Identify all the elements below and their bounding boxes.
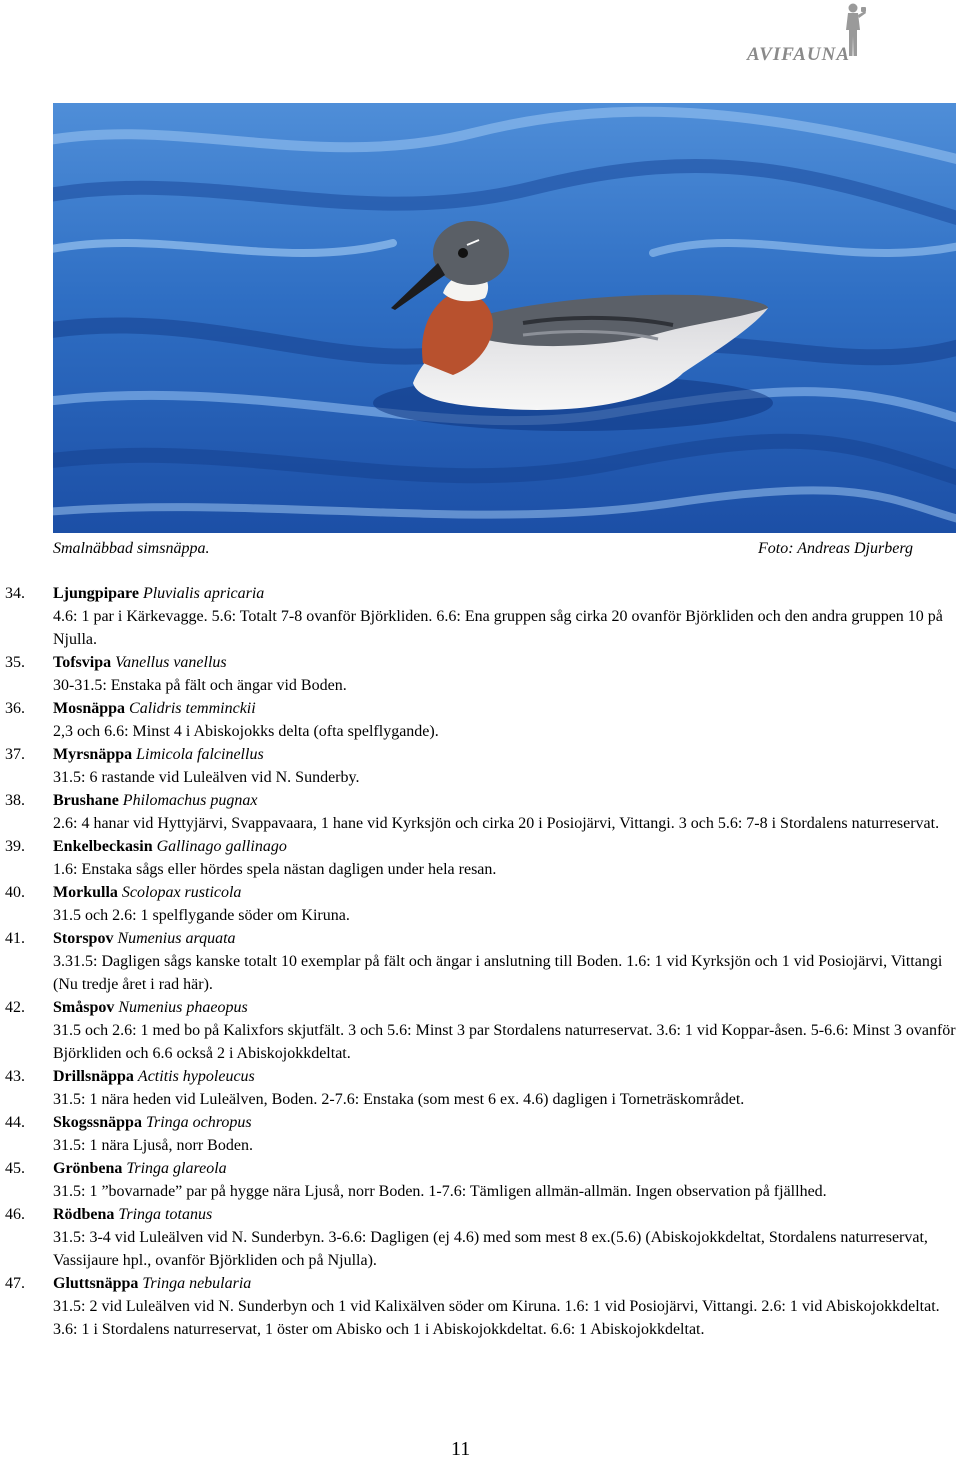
scientific-name: Tringa ochropus (145, 1114, 252, 1131)
entry-number: 44. (5, 1114, 25, 1131)
species-name: Skogssnäppa (53, 1114, 142, 1131)
entry-number: 34. (5, 585, 25, 602)
entry-body (53, 789, 958, 835)
entry-number: 38. (5, 792, 25, 809)
species-entry (0, 927, 960, 996)
species-name: Enkelbeckasin (53, 838, 153, 855)
entry-body (53, 697, 958, 743)
species-entry (0, 1157, 960, 1203)
entry-heading (53, 996, 958, 1019)
entry-number: 47. (5, 1275, 25, 1292)
entry-number: 46. (5, 1206, 25, 1223)
observation-text: 31.5: 1 ”bovarnade” par på hygge nära Ljuså, norr Boden. 1-7.6: Tämligen allmän-allmän. Ingen observation på fjällhed. (53, 1183, 827, 1200)
species-entry (0, 651, 960, 697)
entry-number: 39. (5, 838, 25, 855)
entry-body (53, 651, 958, 697)
species-entry (0, 996, 960, 1065)
species-name: Grönbena (53, 1160, 123, 1177)
scientific-name: Tringa glareola (126, 1160, 227, 1177)
scientific-name: Numenius phaeopus (118, 999, 248, 1016)
observation-text: 31.5 och 2.6: 1 med bo på Kalixfors skjutfält. 3 och 5.6: Minst 3 par Stordalens naturreservat. 3.6: 1 vid Koppar-åsen. 5-6.6: Minst 3 ovanför Björkliden och 6.6 också 2 i Abiskojokkdeltat. (53, 1022, 956, 1062)
entry-heading (53, 881, 958, 904)
species-name: Myrsnäppa (53, 746, 133, 763)
entry-heading (53, 582, 958, 605)
observation-text: 2,3 och 6.6: Minst 4 i Abiskojokks delta (ofta spelflygande). (53, 723, 439, 740)
scientific-name: Tringa nebularia (142, 1275, 252, 1292)
species-entry (0, 881, 960, 927)
entry-number: 41. (5, 930, 25, 947)
entry-body (53, 835, 958, 881)
entry-heading (53, 1111, 958, 1134)
species-entry (0, 1111, 960, 1157)
scientific-name: Gallinago gallinago (156, 838, 287, 855)
species-list (0, 582, 960, 1341)
entry-heading (53, 1065, 958, 1088)
species-name: Rödbena (53, 1206, 115, 1223)
species-entry (0, 1272, 960, 1341)
entry-heading (53, 651, 958, 674)
entry-heading (53, 743, 958, 766)
entry-heading (53, 927, 958, 950)
scientific-name: Scolopax rusticola (121, 884, 242, 901)
observation-text: 31.5: 6 rastande vid Luleälven vid N. Sunderby. (53, 769, 360, 786)
scientific-name: Philomachus pugnax (122, 792, 258, 809)
logo-wordmark: AVIFAUNA (746, 44, 850, 65)
species-name: Småspov (53, 999, 115, 1016)
entry-body (53, 881, 958, 927)
entry-heading (53, 1203, 958, 1226)
scientific-name: Vanellus vanellus (115, 654, 227, 671)
species-entry (0, 835, 960, 881)
species-name: Drillsnäppa (53, 1068, 134, 1085)
photo-caption: Smalnäbbad simsnäppa. (53, 540, 210, 557)
entry-number: 40. (5, 884, 25, 901)
species-name: Morkulla (53, 884, 118, 901)
page-number: 11 (451, 1438, 471, 1460)
species-entry (0, 743, 960, 789)
entry-body (53, 1272, 958, 1341)
species-entry (0, 582, 960, 651)
scientific-name: Pluvialis apricaria (142, 585, 265, 602)
scientific-name: Tringa totanus (118, 1206, 213, 1223)
entry-heading (53, 1272, 958, 1295)
photo-credit: Foto: Andreas Djurberg (758, 540, 913, 557)
observation-text: 31.5: 3-4 vid Luleälven vid N. Sunderbyn. 3-6.6: Dagligen (ej 4.6) med som mest 8 ex.(5.6) (Abiskojokkdeltat, Stordalens naturreservat, Vassijaure hpl., ovanför Björkliden och på Njulla). (53, 1229, 928, 1269)
entry-body (53, 582, 958, 651)
avifauna-logo (710, 0, 950, 80)
observation-text: 3.31.5: Dagligen sågs kanske totalt 10 exemplar på fält och ängar i anslutning till Boden. 1.6: 1 vid Kyrksjön och 1 vid Posiojärvi, Vittangi (Nu tredje året i rad här). (53, 953, 943, 993)
entry-body (53, 1157, 958, 1203)
species-name: Brushane (53, 792, 119, 809)
observation-text: 31.5 och 2.6: 1 spelflygande söder om Kiruna. (53, 907, 350, 924)
entry-body (53, 927, 958, 996)
scientific-name: Limicola falcinellus (136, 746, 264, 763)
observation-text: 4.6: 1 par i Kärkevagge. 5.6: Totalt 7-8 ovanför Björkliden. 6.6: Ena gruppen såg cirka 20 ovanför Björkliden och den andra gruppen 10 på Njulla. (53, 608, 943, 648)
entry-body (53, 743, 958, 789)
entry-number: 36. (5, 700, 25, 717)
entry-body (53, 1203, 958, 1272)
species-name: Gluttsnäppa (53, 1275, 139, 1292)
species-entry (0, 697, 960, 743)
entry-number: 42. (5, 999, 25, 1016)
scientific-name: Actitis hypoleucus (137, 1068, 255, 1085)
observation-text: 31.5: 2 vid Luleälven vid N. Sunderbyn och 1 vid Kalixälven söder om Kiruna. 1.6: 1 vid Posiojärvi, Vittangi. 2.6: 1 vid Abiskojokkdeltat. 3.6: 1 i Stordalens naturreservat, 1 öster om Abisko och 1 i Abiskojokkdeltat. 6.6: 1 Abiskojokkdeltat. (53, 1298, 940, 1338)
entry-number: 45. (5, 1160, 25, 1177)
entry-body (53, 996, 958, 1065)
species-name: Mosnäppa (53, 700, 126, 717)
entry-body (53, 1111, 958, 1157)
phalarope-photo-image (53, 103, 956, 533)
entry-number: 37. (5, 746, 25, 763)
entry-body (53, 1065, 958, 1111)
observation-text: 31.5: 1 nära heden vid Luleälven, Boden. 2-7.6: Enstaka (som mest 6 ex. 4.6) dagligen i Torneträskområdet. (53, 1091, 745, 1108)
species-name: Storspov (53, 930, 114, 947)
observation-text: 1.6: Enstaka sågs eller hördes spela nästan dagligen under hela resan. (53, 861, 497, 878)
entry-number: 35. (5, 654, 25, 671)
observation-text: 30-31.5: Enstaka på fält och ängar vid Boden. (53, 677, 347, 694)
species-name: Tofsvipa (53, 654, 112, 671)
scientific-name: Numenius arquata (117, 930, 236, 947)
entry-number: 43. (5, 1068, 25, 1085)
entry-heading (53, 789, 958, 812)
entry-heading (53, 697, 958, 720)
entry-heading (53, 1157, 958, 1180)
entry-heading (53, 835, 958, 858)
bird-photo (53, 103, 956, 533)
observation-text: 31.5: 1 nära Ljuså, norr Boden. (53, 1137, 253, 1154)
species-entry (0, 789, 960, 835)
species-entry (0, 1065, 960, 1111)
observation-text: 2.6: 4 hanar vid Hyttyjärvi, Svappavaara, 1 hane vid Kyrksjön och cirka 20 i Posiojärvi, Vittangi. 3 och 5.6: 7-8 i Stordalens naturreservat. (53, 815, 940, 832)
species-entry (0, 1203, 960, 1272)
scientific-name: Calidris temminckii (129, 700, 256, 717)
species-name: Ljungpipare (53, 585, 139, 602)
